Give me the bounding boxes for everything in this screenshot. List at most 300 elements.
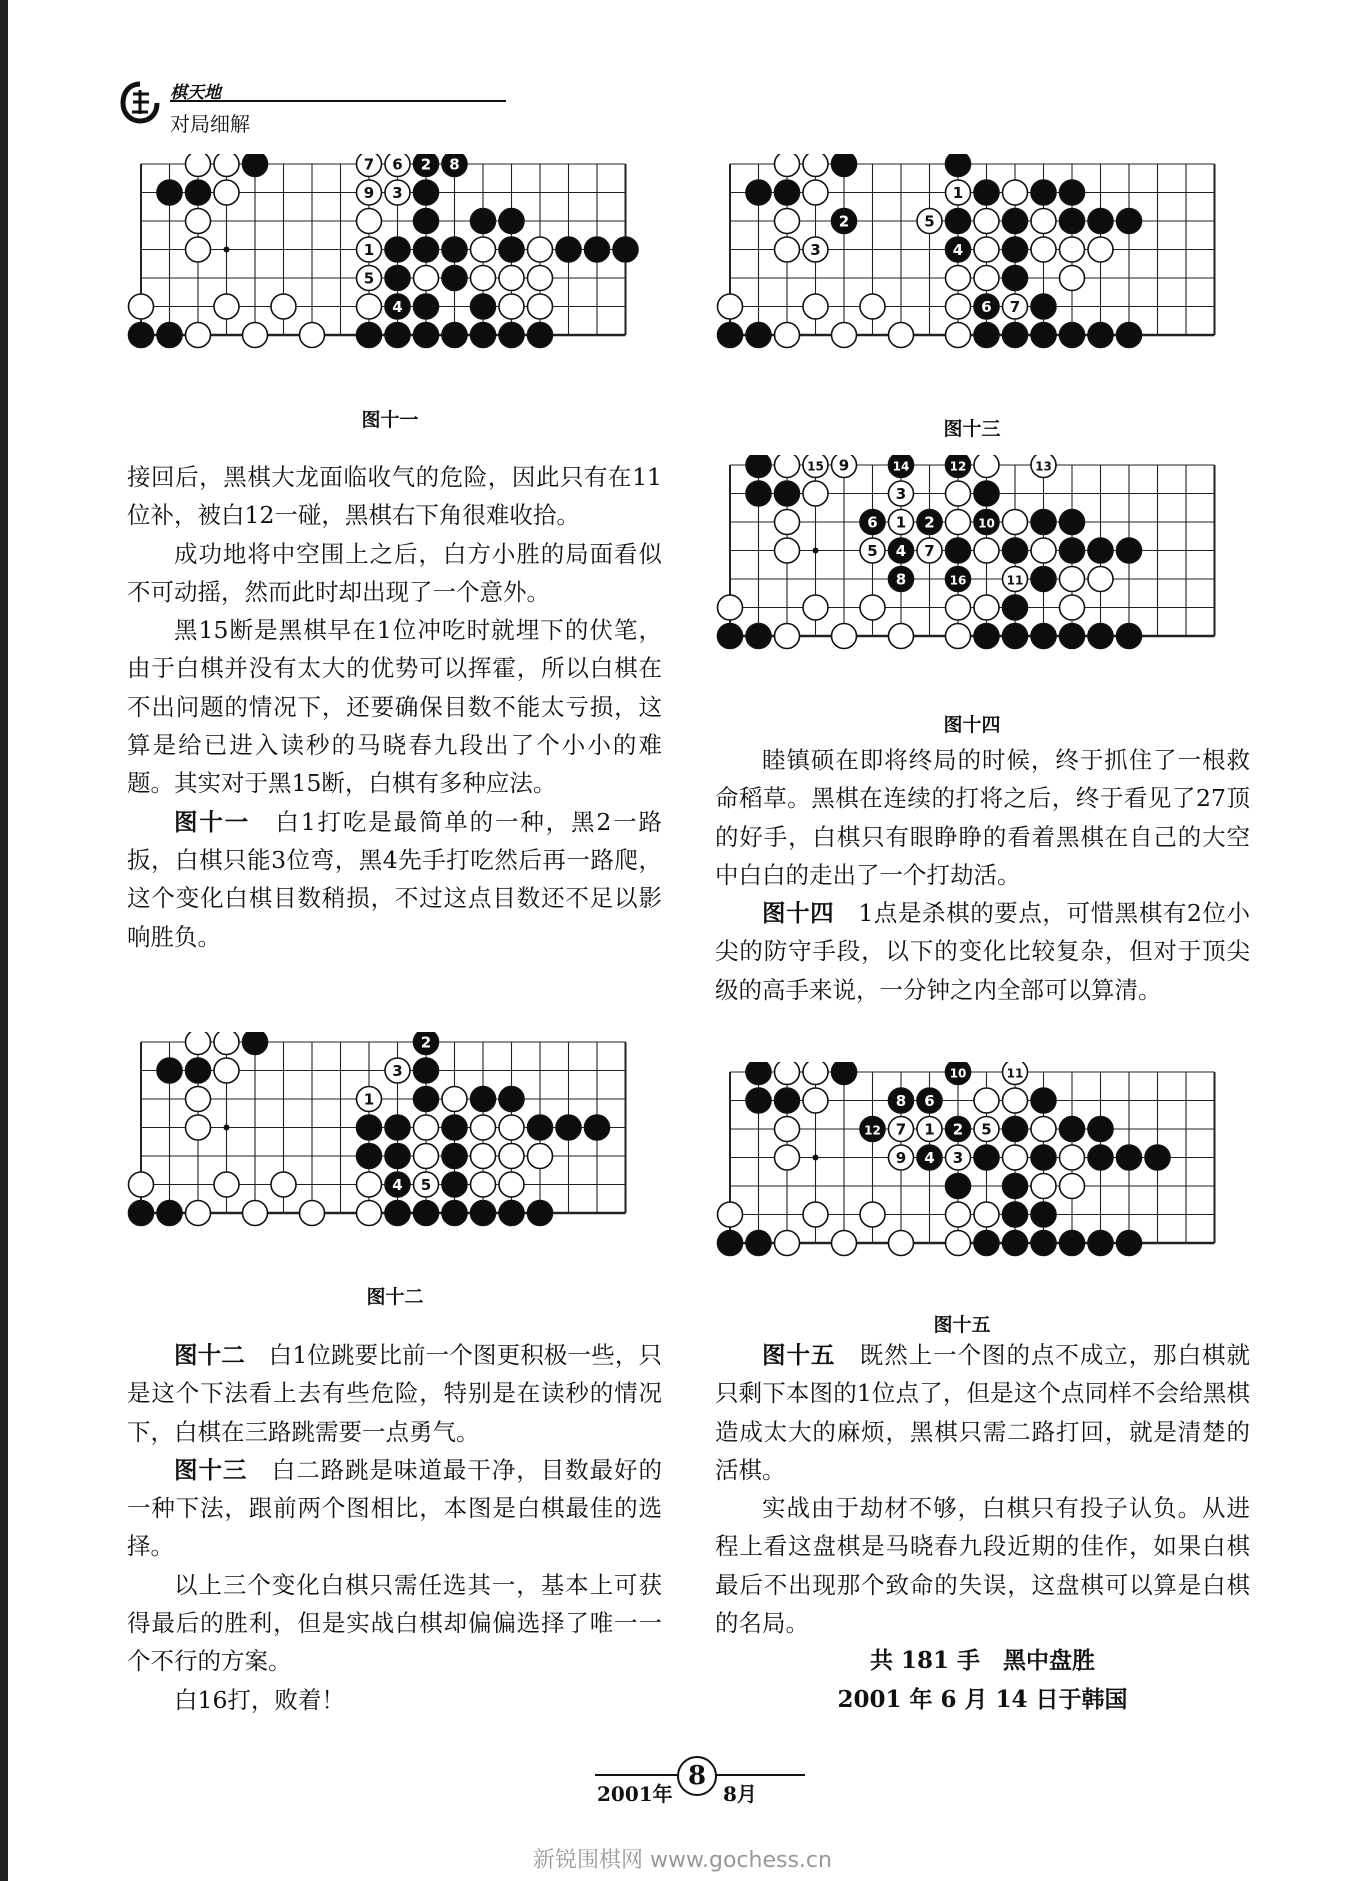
white-stone bbox=[1088, 567, 1113, 592]
white-stone bbox=[1031, 1117, 1056, 1142]
white-stone bbox=[803, 154, 828, 177]
white-stone bbox=[775, 455, 800, 478]
svg-text:1: 1 bbox=[895, 513, 907, 532]
svg-text:4: 4 bbox=[392, 1176, 403, 1194]
white-stone bbox=[946, 624, 971, 649]
svg-text:2: 2 bbox=[420, 1033, 432, 1052]
black-stone bbox=[499, 209, 524, 234]
black-stone bbox=[385, 323, 410, 348]
black-stone bbox=[499, 1087, 524, 1112]
game-result: 共 181 手 黑中盘胜 bbox=[869, 1647, 1096, 1675]
black-stone bbox=[746, 481, 771, 506]
white-stone bbox=[775, 1117, 800, 1142]
black-stone bbox=[1060, 538, 1085, 563]
right-column-middle bbox=[715, 741, 1250, 1009]
svg-text:1: 1 bbox=[363, 241, 375, 259]
header-rule bbox=[170, 100, 506, 102]
white-stone bbox=[974, 237, 999, 262]
move-stone-11 bbox=[1003, 567, 1028, 592]
white-stone bbox=[471, 237, 496, 262]
svg-text:5: 5 bbox=[363, 269, 375, 288]
move-stone-5 bbox=[917, 209, 942, 234]
black-stone bbox=[442, 1144, 467, 1169]
black-stone bbox=[1031, 1145, 1056, 1170]
black-stone bbox=[746, 1088, 771, 1113]
black-stone bbox=[499, 237, 524, 262]
black-stone bbox=[414, 209, 439, 234]
right-column-bottom bbox=[715, 1336, 1250, 1719]
svg-text:16: 16 bbox=[949, 573, 967, 588]
move-stone-2 bbox=[832, 209, 857, 234]
paragraph: 睦镇硕在即将终局的时候，终于抓住了一根救命稻草。黑棋在连续的打将之后，终于看见了27顶的好手，白棋只有眼睁睁的看着黑棋在自己的大空中白白的走出了一个打劫活。 bbox=[715, 746, 1250, 889]
black-stone bbox=[1003, 1117, 1028, 1142]
white-stone bbox=[832, 323, 857, 348]
go-board-fig14 bbox=[715, 455, 1245, 679]
move-stone-4 bbox=[385, 294, 410, 319]
white-stone bbox=[1003, 1145, 1028, 1170]
paragraph: 白16打，败着！ bbox=[174, 1685, 345, 1714]
white-stone bbox=[357, 294, 382, 319]
svg-text:7: 7 bbox=[895, 1120, 907, 1139]
black-stone bbox=[1117, 624, 1142, 649]
black-stone bbox=[946, 154, 971, 177]
black-stone bbox=[775, 1088, 800, 1113]
black-stone bbox=[946, 1174, 971, 1199]
black-stone bbox=[1031, 1231, 1056, 1256]
move-stone-1 bbox=[357, 237, 382, 262]
move-stone-9 bbox=[357, 180, 382, 205]
move-stone-3 bbox=[385, 180, 410, 205]
white-stone bbox=[775, 237, 800, 262]
move-stone-7 bbox=[357, 154, 382, 177]
svg-text:2: 2 bbox=[838, 212, 850, 231]
svg-text:12: 12 bbox=[949, 459, 967, 474]
white-stone bbox=[718, 294, 743, 319]
white-stone bbox=[1031, 1174, 1056, 1199]
black-stone bbox=[243, 1032, 268, 1055]
page-footer bbox=[575, 1748, 805, 1808]
white-stone bbox=[243, 323, 268, 348]
move-stone-4 bbox=[385, 1172, 410, 1197]
move-stone-8 bbox=[442, 154, 467, 177]
black-stone bbox=[1003, 237, 1028, 262]
paragraph-body: 白二路跳是味道最干净，目数最好的一种下法，跟前两个图相比，本图是白棋最佳的选择。 bbox=[127, 1455, 663, 1561]
black-stone bbox=[718, 323, 743, 348]
white-stone bbox=[946, 510, 971, 535]
black-stone bbox=[832, 154, 857, 177]
figure-label: 图十五 bbox=[762, 1341, 836, 1369]
white-stone bbox=[832, 624, 857, 649]
move-stone-3 bbox=[385, 1058, 410, 1083]
white-stone bbox=[186, 154, 211, 177]
figure-label: 图十二 bbox=[174, 1341, 245, 1369]
move-stone-14 bbox=[889, 455, 914, 478]
svg-text:3: 3 bbox=[392, 184, 403, 202]
white-stone bbox=[471, 1144, 496, 1169]
black-stone bbox=[1031, 1088, 1056, 1113]
section-title: 对局细解 bbox=[170, 112, 250, 136]
black-stone bbox=[243, 154, 268, 177]
white-stone bbox=[499, 294, 524, 319]
black-stone bbox=[157, 323, 182, 348]
white-stone bbox=[946, 294, 971, 319]
white-stone bbox=[889, 624, 914, 649]
white-stone bbox=[499, 1144, 524, 1169]
move-stone-5 bbox=[974, 1117, 999, 1142]
watermark: 新锐围棋网 www.gochess.cn bbox=[533, 1848, 832, 1873]
svg-text:12: 12 bbox=[864, 1123, 881, 1138]
white-stone bbox=[775, 154, 800, 177]
paragraph-body: 白1位跳要比前一个图更积极一些，只是这个下法看上去有些危险，特别是在读秒的情况下，白棋在三路跳需要一点勇气。 bbox=[127, 1341, 663, 1446]
svg-text:11: 11 bbox=[1006, 1066, 1024, 1081]
white-stone bbox=[186, 1032, 211, 1055]
black-stone bbox=[1060, 323, 1085, 348]
white-stone bbox=[271, 1172, 296, 1197]
black-stone bbox=[1117, 538, 1142, 563]
svg-text:8: 8 bbox=[895, 1092, 907, 1110]
move-stone-7 bbox=[1003, 294, 1028, 319]
black-stone bbox=[1031, 323, 1056, 348]
black-stone bbox=[1031, 567, 1056, 592]
black-stone bbox=[746, 1231, 771, 1256]
svg-text:5: 5 bbox=[867, 542, 878, 560]
white-stone bbox=[775, 1062, 800, 1085]
white-stone bbox=[974, 538, 999, 563]
black-stone bbox=[1060, 209, 1085, 234]
white-stone bbox=[528, 1144, 553, 1169]
white-stone bbox=[214, 1058, 239, 1083]
white-stone bbox=[186, 209, 211, 234]
game-date: 2001 年 6 月 14 日于韩国 bbox=[837, 1685, 1128, 1713]
white-stone bbox=[528, 294, 553, 319]
white-stone bbox=[1031, 237, 1056, 262]
svg-text:11: 11 bbox=[1006, 573, 1024, 588]
svg-text:1: 1 bbox=[363, 1090, 375, 1109]
figure-label: 图十四 bbox=[762, 899, 835, 928]
black-stone bbox=[746, 455, 771, 478]
white-stone bbox=[186, 1087, 211, 1112]
white-stone bbox=[414, 1115, 439, 1140]
svg-text:5: 5 bbox=[924, 212, 935, 231]
black-stone bbox=[1003, 1231, 1028, 1256]
black-stone bbox=[442, 1115, 467, 1140]
svg-text:2: 2 bbox=[952, 1120, 964, 1139]
black-stone bbox=[974, 624, 999, 649]
black-stone bbox=[385, 1115, 410, 1140]
black-stone bbox=[1060, 1117, 1085, 1142]
black-stone bbox=[186, 1058, 211, 1083]
black-stone bbox=[471, 1087, 496, 1112]
black-stone bbox=[1003, 1202, 1028, 1227]
black-stone bbox=[129, 323, 154, 348]
white-stone bbox=[860, 595, 885, 620]
go-board-fig12 bbox=[126, 1032, 656, 1256]
black-stone bbox=[1145, 1145, 1170, 1170]
paragraph-body: 1点是杀棋的要点，可惜黑棋有2位小尖的防守手段，以下的变化比较复杂，但对于顶尖级的高手来说，一分钟之内全部可以算清。 bbox=[715, 899, 1251, 1004]
black-stone bbox=[1088, 1231, 1113, 1256]
svg-text:9: 9 bbox=[895, 1149, 907, 1167]
svg-text:4: 4 bbox=[952, 241, 964, 259]
black-stone bbox=[157, 1058, 182, 1083]
white-stone bbox=[499, 1115, 524, 1140]
white-stone bbox=[718, 1202, 743, 1227]
white-stone bbox=[775, 323, 800, 348]
black-stone bbox=[385, 266, 410, 291]
white-stone bbox=[1060, 237, 1085, 262]
white-stone bbox=[1003, 180, 1028, 205]
white-stone bbox=[214, 180, 239, 205]
white-stone bbox=[889, 323, 914, 348]
svg-text:13: 13 bbox=[1035, 459, 1052, 474]
svg-text:15: 15 bbox=[807, 459, 824, 474]
black-stone bbox=[1060, 180, 1085, 205]
black-stone bbox=[585, 237, 610, 262]
move-stone-1 bbox=[357, 1087, 382, 1112]
black-stone bbox=[442, 1172, 467, 1197]
white-stone bbox=[860, 294, 885, 319]
black-stone bbox=[1031, 180, 1056, 205]
white-stone bbox=[775, 1231, 800, 1256]
black-stone bbox=[1060, 510, 1085, 535]
white-stone bbox=[974, 595, 999, 620]
black-stone bbox=[414, 1087, 439, 1112]
svg-text:3: 3 bbox=[810, 241, 821, 259]
white-stone bbox=[300, 323, 325, 348]
black-stone bbox=[1088, 209, 1113, 234]
move-stone-16 bbox=[946, 567, 971, 592]
white-stone bbox=[471, 266, 496, 291]
black-stone bbox=[1117, 323, 1142, 348]
svg-text:4: 4 bbox=[392, 298, 403, 316]
white-stone bbox=[803, 1088, 828, 1113]
paragraph bbox=[127, 803, 662, 956]
svg-text:3: 3 bbox=[392, 1062, 403, 1080]
svg-text:1: 1 bbox=[924, 1120, 935, 1139]
move-stone-1 bbox=[917, 1117, 942, 1142]
caption-fig13: 图十三 bbox=[943, 418, 1001, 440]
black-stone bbox=[414, 1201, 439, 1226]
svg-text:7: 7 bbox=[1009, 298, 1021, 316]
footer-month: 8月 bbox=[723, 1782, 757, 1806]
black-stone bbox=[974, 1231, 999, 1256]
black-stone bbox=[1003, 1174, 1028, 1199]
black-stone bbox=[1003, 624, 1028, 649]
caption-fig11: 图十一 bbox=[361, 409, 419, 431]
white-stone bbox=[186, 1201, 211, 1226]
move-stone-11 bbox=[1003, 1062, 1028, 1085]
white-stone bbox=[832, 1231, 857, 1256]
black-stone bbox=[385, 1201, 410, 1226]
white-stone bbox=[1031, 209, 1056, 234]
white-stone bbox=[974, 1088, 999, 1113]
black-stone bbox=[442, 266, 467, 291]
page-number: 8 bbox=[677, 1756, 717, 1796]
white-stone bbox=[186, 237, 211, 262]
move-stone-9 bbox=[889, 1145, 914, 1170]
black-stone bbox=[414, 1058, 439, 1083]
black-stone bbox=[1003, 595, 1028, 620]
white-stone bbox=[775, 538, 800, 563]
white-stone bbox=[271, 294, 296, 319]
white-stone bbox=[214, 154, 239, 177]
move-stone-9 bbox=[832, 455, 857, 478]
paragraph: 黑15断是黑棋早在1位冲吃时就埋下的伏笔，由于白棋并没有太大的优势可以挥霍，所以白棋在不出问题的情况下，还要确保目数不能太亏损，这算是给已进入读秒的马晓春九段出了个小小的难题。其实对于黑15断，白棋有多种应法。 bbox=[127, 616, 662, 798]
white-stone bbox=[803, 1202, 828, 1227]
move-stone-2 bbox=[917, 510, 942, 535]
footer-year: 2001年 bbox=[597, 1782, 673, 1806]
black-stone bbox=[1088, 1117, 1113, 1142]
svg-text:4: 4 bbox=[895, 542, 907, 560]
move-stone-6 bbox=[974, 294, 999, 319]
black-stone bbox=[499, 1201, 524, 1226]
move-stone-6 bbox=[917, 1088, 942, 1113]
svg-text:10: 10 bbox=[978, 516, 995, 531]
go-board-fig15 bbox=[715, 1062, 1245, 1286]
black-stone bbox=[1088, 323, 1113, 348]
white-stone bbox=[946, 481, 971, 506]
svg-text:7: 7 bbox=[924, 542, 935, 560]
move-stone-12 bbox=[946, 455, 971, 478]
white-stone bbox=[775, 624, 800, 649]
white-stone bbox=[1060, 1174, 1085, 1199]
white-stone bbox=[946, 595, 971, 620]
svg-text:7: 7 bbox=[363, 155, 375, 174]
black-stone bbox=[946, 209, 971, 234]
black-stone bbox=[528, 1201, 553, 1226]
black-stone bbox=[1003, 323, 1028, 348]
svg-text:8: 8 bbox=[449, 155, 460, 174]
white-stone bbox=[129, 1172, 154, 1197]
black-stone bbox=[556, 1115, 581, 1140]
magazine-logo-icon bbox=[120, 80, 160, 124]
white-stone bbox=[129, 294, 154, 319]
black-stone bbox=[1031, 294, 1056, 319]
white-stone bbox=[357, 1172, 382, 1197]
white-stone bbox=[214, 294, 239, 319]
move-stone-5 bbox=[860, 538, 885, 563]
white-stone bbox=[357, 209, 382, 234]
paragraph: 实战由于劫材不够，白棋只有投子认负。从进程上看这盘棋是马晓春九段近期的佳作，如果白棋最后不出现那个致命的失误，这盘棋可以算是白棋的名局。 bbox=[715, 1494, 1250, 1638]
svg-text:10: 10 bbox=[949, 1066, 967, 1081]
paragraph-body: 既然上一个图的点不成立，那白棋就只剩下本图的1位点了，但是这个点同样不会给黑棋造成太大的麻烦，黑棋只需二路打回，就是清楚的活棋。 bbox=[715, 1341, 1251, 1484]
black-stone bbox=[385, 1144, 410, 1169]
white-stone bbox=[1060, 1145, 1085, 1170]
white-stone bbox=[1031, 538, 1056, 563]
black-stone bbox=[585, 1115, 610, 1140]
white-stone bbox=[1060, 595, 1085, 620]
white-stone bbox=[803, 180, 828, 205]
paragraph: 以上三个变化白棋只需任选其一，基本上可获得最后的胜利，但是实战白棋却偏偏选择了唯一一个不行的方案。 bbox=[127, 1570, 662, 1676]
black-stone bbox=[718, 624, 743, 649]
move-stone-10 bbox=[946, 1062, 971, 1085]
black-stone bbox=[385, 237, 410, 262]
white-stone bbox=[974, 209, 999, 234]
black-stone bbox=[746, 624, 771, 649]
svg-text:8: 8 bbox=[895, 570, 907, 589]
magazine-name: 棋天地 bbox=[170, 83, 221, 103]
svg-text:3: 3 bbox=[952, 1149, 964, 1167]
black-stone bbox=[1003, 538, 1028, 563]
white-stone bbox=[974, 1202, 999, 1227]
black-stone bbox=[357, 323, 382, 348]
white-stone bbox=[946, 266, 971, 291]
white-stone bbox=[471, 1172, 496, 1197]
white-stone bbox=[974, 455, 999, 478]
move-stone-4 bbox=[917, 1145, 942, 1170]
move-stone-4 bbox=[889, 538, 914, 563]
white-stone bbox=[186, 1115, 211, 1140]
white-stone bbox=[946, 1202, 971, 1227]
white-stone bbox=[803, 595, 828, 620]
move-stone-7 bbox=[917, 538, 942, 563]
white-stone bbox=[528, 237, 553, 262]
paragraph bbox=[127, 1451, 662, 1566]
black-stone bbox=[832, 1062, 857, 1085]
black-stone bbox=[775, 180, 800, 205]
black-stone bbox=[442, 1201, 467, 1226]
svg-text:5: 5 bbox=[981, 1120, 992, 1139]
black-stone bbox=[946, 538, 971, 563]
white-stone bbox=[946, 1231, 971, 1256]
black-stone bbox=[1117, 1231, 1142, 1256]
black-stone bbox=[414, 237, 439, 262]
svg-text:6: 6 bbox=[981, 298, 992, 316]
move-stone-3 bbox=[889, 481, 914, 506]
move-stone-12 bbox=[860, 1117, 885, 1142]
black-stone bbox=[414, 294, 439, 319]
svg-text:9: 9 bbox=[838, 456, 850, 475]
move-stone-10 bbox=[974, 510, 999, 535]
black-stone bbox=[157, 1201, 182, 1226]
svg-text:1: 1 bbox=[952, 184, 964, 202]
black-stone bbox=[1031, 1202, 1056, 1227]
white-stone bbox=[946, 323, 971, 348]
svg-text:5: 5 bbox=[420, 1176, 432, 1194]
figure-label: 图十三 bbox=[174, 1455, 248, 1484]
paragraph bbox=[127, 1336, 662, 1451]
svg-text:6: 6 bbox=[867, 513, 878, 532]
paragraph bbox=[715, 894, 1250, 1009]
move-stone-5 bbox=[357, 266, 382, 291]
white-stone bbox=[1060, 567, 1085, 592]
black-stone bbox=[746, 323, 771, 348]
white-stone bbox=[974, 266, 999, 291]
black-stone bbox=[746, 1062, 771, 1085]
white-stone bbox=[214, 1172, 239, 1197]
paragraph-body: 白1打吃是最简单的一种，黑2一路扳，白棋只能3位弯，黑4先手打吃然后再一路爬，这个变化白棋目数稍损，不过这点目数还不足以影响胜负。 bbox=[127, 807, 663, 951]
black-stone bbox=[974, 1145, 999, 1170]
black-stone bbox=[157, 180, 182, 205]
white-stone bbox=[300, 1201, 325, 1226]
black-stone bbox=[357, 1115, 382, 1140]
white-stone bbox=[803, 1062, 828, 1085]
white-stone bbox=[186, 323, 211, 348]
move-stone-2 bbox=[946, 1117, 971, 1142]
move-stone-1 bbox=[889, 510, 914, 535]
move-stone-8 bbox=[889, 567, 914, 592]
move-stone-3 bbox=[803, 237, 828, 262]
black-stone bbox=[129, 1201, 154, 1226]
white-stone bbox=[1003, 510, 1028, 535]
black-stone bbox=[1060, 624, 1085, 649]
black-stone bbox=[718, 1231, 743, 1256]
svg-text:3: 3 bbox=[895, 485, 907, 503]
white-stone bbox=[889, 1231, 914, 1256]
black-stone bbox=[974, 323, 999, 348]
black-stone bbox=[414, 323, 439, 348]
black-stone bbox=[528, 323, 553, 348]
move-stone-2 bbox=[414, 154, 439, 177]
